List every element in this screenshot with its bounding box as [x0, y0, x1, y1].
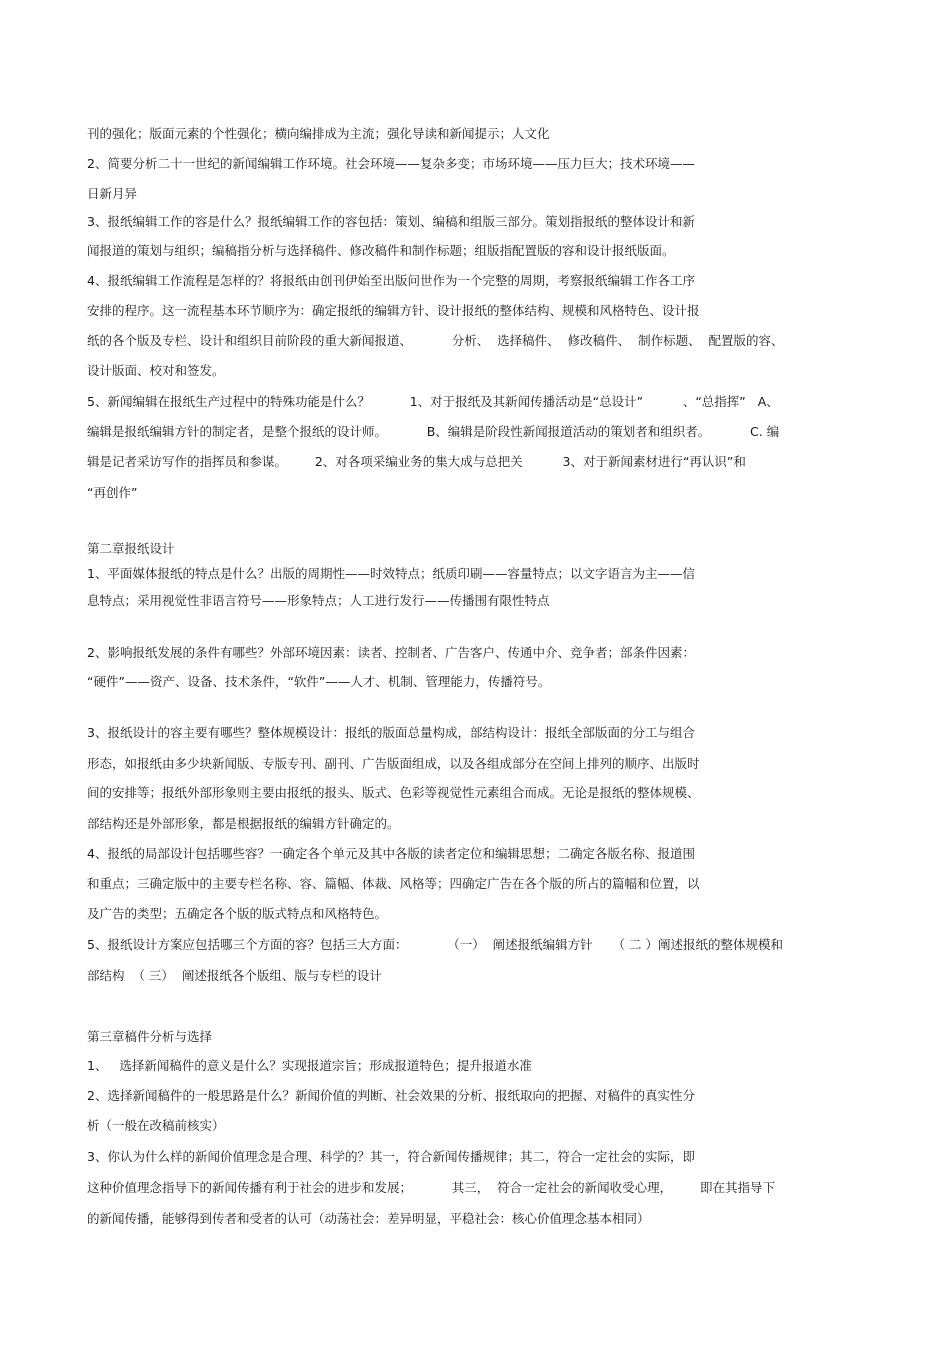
text-line: 间的安排等；报纸外部形象则主要由报纸的报头、版式、色彩等视觉性元素组合而成。无论是报纸的整体规模、: [87, 785, 700, 800]
text-line: 和重点；三确定版中的主要专栏名称、容、篇幅、体裁、风格等；四确定广告在各个版的所占的篇幅和位置，以: [87, 876, 700, 891]
text-line: 析（一般在改稿前核实）: [87, 1118, 225, 1133]
text-line: 的新闻传播，能够得到传者和受者的认可（动荡社会：差异明显，平稳社会：核心价值理念基本相同）: [87, 1211, 650, 1226]
text-line: “再创作”: [87, 485, 138, 500]
text-line: 设计版面、校对和签发。: [87, 363, 225, 378]
text-line: 日新月异: [87, 186, 138, 201]
text-line: 息特点；采用视觉性非语言符号——形象特点；人工进行发行——传播围有限性特点: [87, 593, 550, 608]
text-line: 闻报道的策划与组织；编稿指分析与选择稿件、修改稿件和制作标题；组版指配置版的容和设计报纸版面。: [87, 243, 675, 258]
text-line: 安排的程序。这一流程基本环节顺序为：确定报纸的编辑方针、设计报纸的整体结构、规模和风格特色、设计报: [87, 303, 700, 318]
text-line: 2、选择新闻稿件的一般思路是什么？新闻价值的判断、社会效果的分析、报纸取向的把握、对稿件的真实性分: [87, 1088, 695, 1103]
text-line: 及广告的类型；五确定各个版的版式特点和风格特色。: [87, 906, 388, 921]
text-line: 编辑是报纸编辑方针的制定者，是整个报纸的设计师。 B、编辑是阶段性新闻报道活动的策划者和组织者。 C. 编: [87, 424, 780, 439]
chapter-heading: 第三章稿件分析与选择: [87, 1029, 213, 1044]
chapter-heading: 第二章报纸设计: [87, 541, 175, 556]
text-line: 3、你认为什么样的新闻价值理念是合理、科学的？其一，符合新闻传播规律；其二，符合一定社会的实际，即: [87, 1149, 695, 1164]
text-line: 这种价值理念指导下的新闻传播有利于社会的进步和发展； 其三， 符合一定社会的新闻收受心理， 即在其指导下: [87, 1180, 775, 1195]
text-line: 辑是记者采访写作的指挥员和参谋。 2、对各项采编业务的集大成与总把关 3、对于新闻素材进行“再认识”和: [87, 454, 746, 469]
text-line: 刊的强化；版面元素的个性强化；横向编排成为主流；强化导读和新闻提示；人文化: [87, 126, 550, 141]
text-line: 5、新闻编辑在报纸生产过程中的特殊功能是什么？ 1、对于报纸及其新闻传播活动是“总设计” 、“总指挥” A、: [87, 394, 779, 409]
text-line: 纸的各个版及专栏、设计和组织目前阶段的重大新闻报道、 分析、 选择稿件、 修改稿件、 制作标题、 配置版的容、: [87, 333, 784, 348]
text-line: 1、 选择新闻稿件的意义是什么？实现报道宗旨；形成报道特色；提升报道水准: [87, 1058, 532, 1073]
text-line: 4、报纸编辑工作流程是怎样的？将报纸由创刊伊始至出版问世作为一个完整的周期，考察报纸编辑工作各工序: [87, 273, 695, 288]
text-line: 3、报纸设计的容主要有哪些？整体规模设计：报纸的版面总量构成，部结构设计：报纸全部版面的分工与组合: [87, 725, 695, 740]
text-line: “硬件”——资产、设备、技术条件，“软件”——人才、机制、管理能力，传播符号。: [87, 674, 551, 689]
text-line: 4、报纸的局部设计包括哪些容？一确定各个单元及其中各版的读者定位和编辑思想；二确定各版名称、报道围: [87, 846, 695, 861]
text-line: 5、报纸设计方案应包括哪三个方面的容？包括三大方面： （一） 阐述报纸编辑方针 （ 二 ）阐述报纸的整体规模和: [87, 937, 783, 952]
text-line: 1、平面媒体报纸的特点是什么？出版的周期性——时效特点；纸质印刷——容量特点；以文字语言为主——信: [87, 566, 695, 581]
text-line: 部结构 （ 三） 阐述报纸各个版组、版与专栏的设计: [87, 968, 382, 983]
text-line: 形态，如报纸由多少块新闻版、专版专刊、副刊、广告版面组成，以及各组成部分在空间上排列的顺序、出版时: [87, 756, 700, 771]
text-line: 3、报纸编辑工作的容是什么？报纸编辑工作的容包括：策划、编稿和组版三部分。策划指报纸的整体设计和新: [87, 214, 695, 229]
text-line: 部结构还是外部形象，都是根据报纸的编辑方针确定的。: [87, 816, 400, 831]
text-line: 2、简要分析二十一世纪的新闻编辑工作环境。社会环境——复杂多变；市场环境——压力巨大；技术环境——: [87, 156, 695, 171]
text-line: 2、影响报纸发展的条件有哪些？外部环境因素：读者、控制者、广告客户、传通中介、竞争者；部条件因素：: [87, 645, 695, 660]
